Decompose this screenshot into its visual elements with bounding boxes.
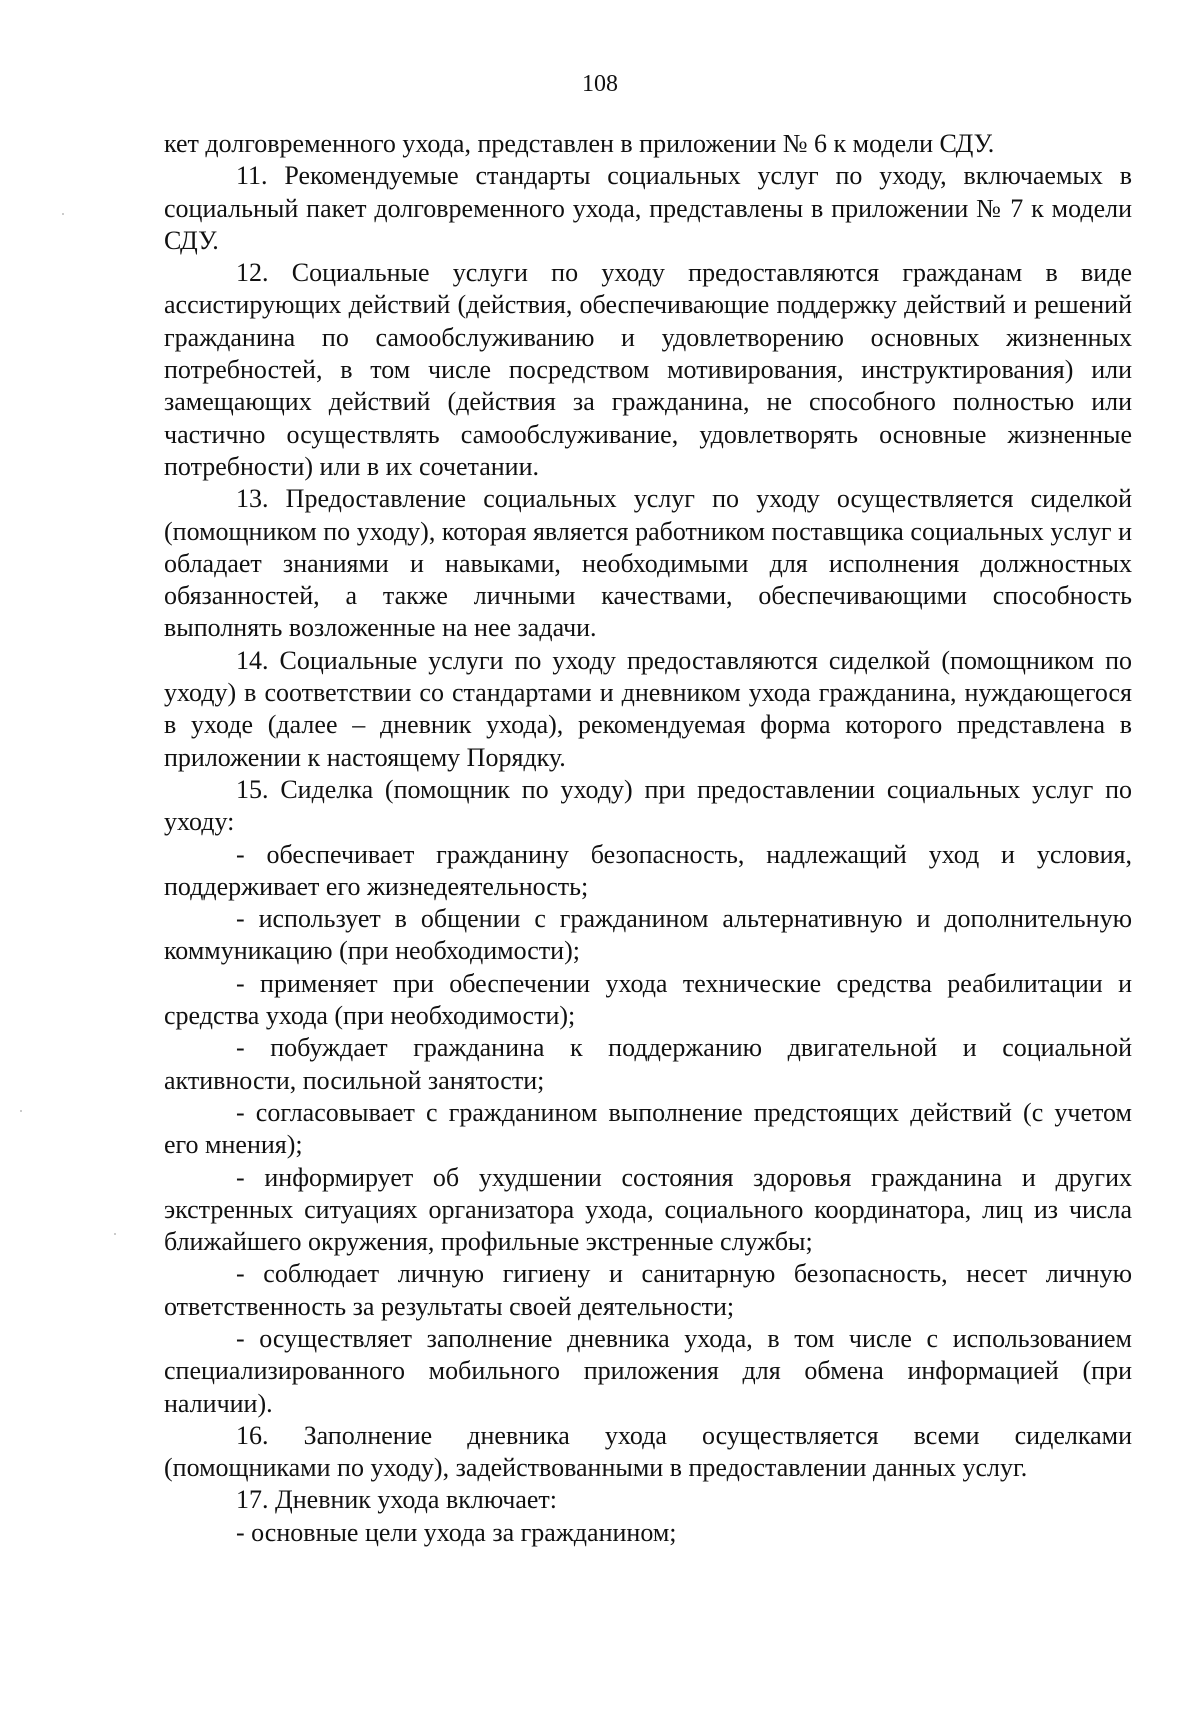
paragraph-14: 14. Социальные услуги по уходу предоставляются сиделкой (помощником по уходу) в соответствии со стандартами и дневником ухода гражданина, нуждающегося в уходе (далее – дневник ухода), рекомендуемая форма которого представлена в приложении к настоящему Порядку. — [164, 645, 1132, 772]
paragraph-11: 11. Рекомендуемые стандарты социальных услуг по уходу, включаемых в социальный пакет долговременного ухода, представлены в приложении № 7 к модели СДУ. — [164, 161, 1132, 255]
paragraph-12: 12. Социальные услуги по уходу предоставляются гражданам в виде ассистирующих действий (действия, обеспечивающие поддержку действий и решений гражданина по самообслуживанию и удовлетворению основных жизненных потребностей, в том числе посредством мотивирования, инструктирования) или замещающих действий (действия за гражданина, не способного полностью или частично осуществлять самообслуживание, удовлетворять основные жизненные потребности) или в их сочетании. — [164, 258, 1132, 481]
page-number: 108 — [582, 71, 618, 97]
paragraph-15: 15. Сиделка (помощник по уходу) при предоставлении социальных услуг по уходу: — [164, 774, 1132, 837]
list-item: - обеспечивает гражданину безопасность, надлежащий уход и условия, поддерживает его жизнедеятельность; — [164, 839, 1132, 901]
scan-artifact — [114, 1233, 116, 1235]
paragraph-16: 16. Заполнение дневника ухода осуществляется всеми сиделками (помощниками по уходу), задействованными в предоставлении данных услуг. — [164, 1420, 1132, 1483]
list-item: - согласовывает с гражданином выполнение предстоящих действий (с учетом его мнения); — [164, 1097, 1132, 1160]
paragraph-13: 13. Предоставление социальных услуг по уходу осуществляется сиделкой (помощником по уходу), которая является работником поставщика социальных услуг и обладает знаниями и навыками, необходимыми для исполнения должностных обязанностей, а также личными качествами, обеспечивающими способность выполнять возложенные на нее задачи. — [164, 484, 1132, 643]
scan-artifact — [62, 213, 64, 215]
list-item: - применяет при обеспечении ухода технические средства реабилитации и средства ухода (при необходимости); — [164, 968, 1132, 1031]
list-item: - осуществляет заполнение дневника ухода, в том числе с использованием специализированного мобильного приложения для обмена информацией (при наличии). — [164, 1323, 1132, 1418]
list-item: - использует в общении с гражданином альтернативную и дополнительную коммуникацию (при необходимости); — [164, 904, 1132, 966]
paragraph-17: 17. Дневник ухода включает: — [236, 1485, 558, 1515]
document-body — [164, 128, 1132, 1549]
list-item: - основные цели ухода за гражданином; — [236, 1517, 677, 1547]
list-item: - побуждает гражданина к поддержанию двигательной и социальной активности, посильной занятости; — [164, 1033, 1132, 1095]
list-item: - информирует об ухудшении состояния здоровья гражданина и других экстренных ситуациях организатора ухода, социального координатора, лиц из числа ближайшего окружения, профильные экстренные службы; — [164, 1162, 1132, 1257]
paragraph-continuation: кет долговременного ухода, представлен в приложении № 6 к модели СДУ. — [164, 129, 995, 158]
list-item: - соблюдает личную гигиену и санитарную безопасность, несет личную ответственность за результаты своей деятельности; — [164, 1259, 1132, 1321]
scan-artifact — [20, 1110, 22, 1112]
